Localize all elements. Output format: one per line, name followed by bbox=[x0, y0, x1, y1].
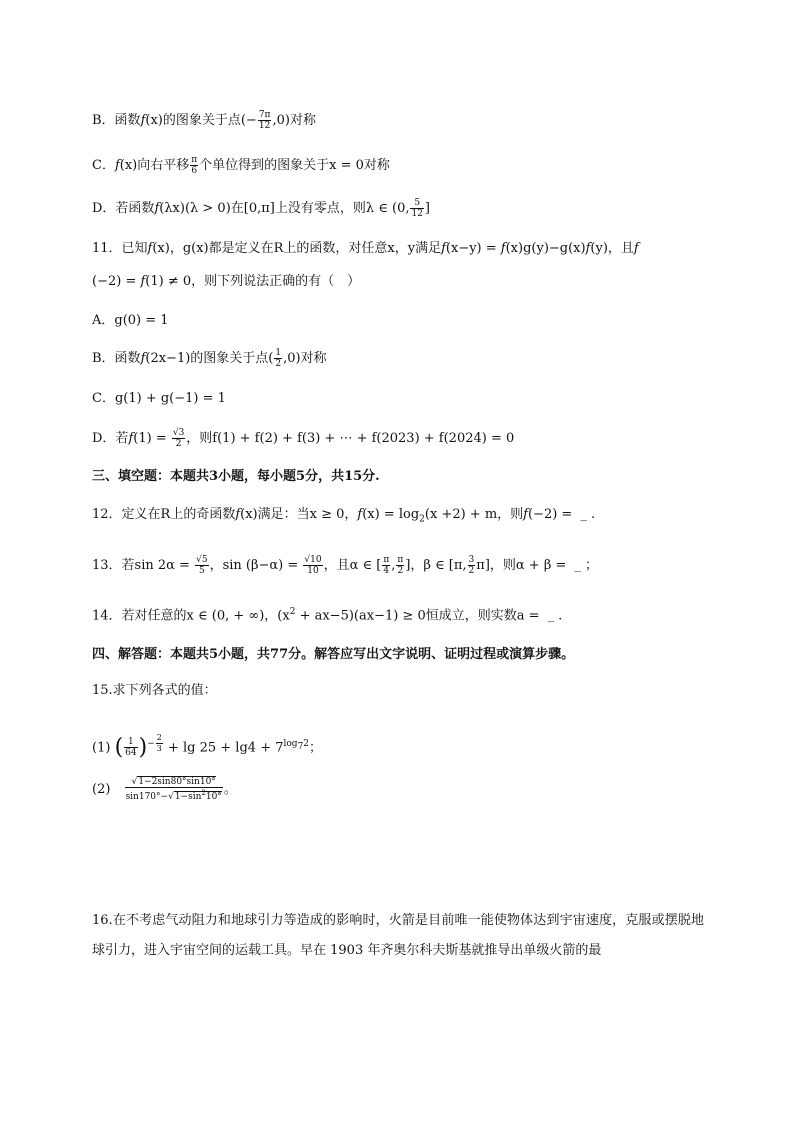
exponent: 2 bbox=[289, 607, 296, 617]
text: (y)，且 bbox=[590, 241, 634, 256]
text: 10° bbox=[205, 792, 222, 802]
text: , bbox=[391, 558, 396, 573]
text: C． bbox=[92, 158, 115, 173]
q11-option-d bbox=[92, 428, 514, 449]
paren: ) bbox=[138, 734, 148, 760]
numerator: 1 bbox=[124, 737, 137, 748]
answer-blank: _ bbox=[547, 608, 555, 624]
text: 。 bbox=[223, 782, 237, 797]
fraction bbox=[382, 555, 390, 576]
text: 14．若对任意的x ∈ (0, + ∞)，(x bbox=[92, 608, 290, 624]
text: f bbox=[114, 158, 120, 173]
text: . bbox=[558, 608, 563, 624]
denominator: 3 bbox=[156, 744, 162, 753]
paren: ( bbox=[114, 734, 124, 760]
q11-stem-line2 bbox=[92, 273, 360, 291]
text: f bbox=[357, 507, 363, 522]
text: (2x−1)的图象关于点( bbox=[145, 351, 274, 366]
text: π]，则α + β = bbox=[476, 558, 571, 573]
section-4-heading: 四、解答题：本题共5小题，共77分。解答应写出文字说明、证明过程或演算步骤。 bbox=[92, 647, 575, 662]
text: f bbox=[585, 241, 591, 256]
text: ，则f(1) + f(2) + f(3) + ⋯ + f(2023) + f(2024) = 0 bbox=[186, 431, 515, 446]
denominator: 64 bbox=[125, 748, 137, 759]
numerator: π bbox=[397, 555, 404, 565]
text: (− bbox=[240, 113, 257, 128]
text: log bbox=[283, 739, 298, 749]
numerator: 7π bbox=[258, 110, 271, 120]
numerator: π bbox=[383, 555, 390, 565]
fraction bbox=[190, 155, 198, 176]
text: + ax−5)(ax−1) ≥ 0恒成立，则实数a = bbox=[295, 608, 544, 624]
text: (−2) = bbox=[92, 274, 141, 289]
numerator: 3 bbox=[468, 555, 475, 565]
text: (x)向右平移 bbox=[119, 158, 190, 173]
text: − bbox=[147, 739, 155, 749]
fraction bbox=[396, 555, 404, 576]
fraction bbox=[124, 737, 137, 758]
numerator: √3 bbox=[172, 428, 185, 438]
numerator: √5 bbox=[196, 555, 208, 565]
text: (x)的图象关于点 bbox=[145, 113, 241, 128]
denominator: 2 bbox=[468, 566, 475, 576]
part-label: (2) bbox=[92, 782, 111, 797]
text: f bbox=[140, 113, 146, 128]
fraction bbox=[172, 428, 185, 449]
text: (−2) = bbox=[527, 507, 577, 522]
text: ,0) bbox=[272, 113, 290, 128]
fraction bbox=[468, 555, 476, 576]
numerator: 5 bbox=[410, 198, 423, 209]
text: ] bbox=[424, 201, 430, 216]
fraction bbox=[303, 555, 322, 576]
text: ]，β ∈ [π, bbox=[405, 558, 467, 573]
exponent: 2 bbox=[201, 789, 206, 797]
text: D．若 bbox=[92, 431, 129, 446]
text: f bbox=[128, 431, 134, 446]
text: 个单位得到的图象关于x = 0对称 bbox=[199, 158, 390, 173]
text: (x) = log bbox=[362, 507, 420, 522]
text: f bbox=[500, 241, 506, 256]
numerator: √10 bbox=[304, 555, 322, 565]
question-15-part-2 bbox=[92, 776, 237, 804]
q10-option-c bbox=[92, 155, 390, 176]
exponent bbox=[147, 733, 164, 753]
text: f bbox=[523, 507, 528, 522]
fraction bbox=[410, 198, 423, 219]
radicand: 1−2sin80°sin10° bbox=[138, 777, 216, 787]
text: (x +2) + m，则 bbox=[424, 507, 524, 522]
text: ,0)对称 bbox=[283, 351, 327, 366]
question-15-part-1 bbox=[92, 730, 322, 762]
text: f bbox=[140, 351, 146, 366]
answer-blank: _ bbox=[574, 558, 582, 573]
question-12 bbox=[92, 506, 595, 529]
denominator: 4 bbox=[383, 566, 390, 576]
denominator: 6 bbox=[191, 166, 198, 176]
text: B．函数 bbox=[92, 351, 141, 366]
exponent bbox=[283, 739, 310, 752]
q11-option-c: C．g(1) + g(−1) = 1 bbox=[92, 391, 226, 406]
text: f bbox=[235, 507, 241, 522]
text: f bbox=[140, 274, 146, 289]
section-3-heading: 三、填空题：本题共3小题，每小题5分，共15分. bbox=[92, 469, 380, 484]
fraction bbox=[195, 555, 208, 576]
fraction bbox=[274, 348, 282, 369]
denominator: 12 bbox=[411, 209, 423, 219]
text: f bbox=[441, 241, 446, 256]
text: B．函数 bbox=[92, 113, 141, 128]
text: (x)，g(x)都是定义在R上的函数，对任意x，y满足 bbox=[152, 241, 442, 256]
question-13 bbox=[92, 555, 598, 576]
text: 2 bbox=[303, 739, 310, 749]
numerator: 1 bbox=[275, 348, 282, 358]
text: (x)满足：当x ≥ 0， bbox=[240, 507, 358, 522]
q11-stem-line1 bbox=[92, 240, 639, 258]
text: 11．已知 bbox=[92, 241, 148, 256]
question-15-title: 15.求下列各式的值： bbox=[92, 683, 217, 698]
text: 12．定义在R上的奇函数 bbox=[92, 507, 236, 522]
question-14 bbox=[92, 603, 562, 625]
text: sin170°− bbox=[125, 792, 169, 802]
text: + lg 25 + lg4 + 7 bbox=[163, 740, 284, 756]
answer-blank: _ bbox=[580, 507, 587, 522]
text: . bbox=[590, 507, 596, 522]
denominator: 12 bbox=[258, 121, 271, 131]
part-label: (1) bbox=[92, 740, 111, 756]
text: f bbox=[154, 201, 160, 216]
text: D．若函数 bbox=[92, 201, 155, 216]
numerator: √1−2sin80°sin10° bbox=[125, 777, 223, 788]
log-base: 2 bbox=[419, 514, 425, 525]
fraction bbox=[125, 777, 223, 802]
fraction bbox=[156, 733, 163, 754]
text: f bbox=[633, 241, 639, 256]
text: 13．若sin 2α = bbox=[92, 558, 195, 573]
q10-option-b bbox=[92, 110, 316, 131]
text: ，sin (β−α) = bbox=[209, 558, 303, 573]
text: (x−y) = bbox=[445, 241, 501, 256]
denominator: $\sin 170^\circ-√1-\sin^210^\circ$ bbox=[125, 789, 222, 802]
fraction bbox=[258, 110, 272, 131]
numerator: π bbox=[191, 155, 198, 165]
text: (λx)(λ > 0)在[0,π]上没有零点，则λ ∈ (0, bbox=[159, 201, 410, 216]
denominator: 10 bbox=[307, 566, 319, 576]
text: ； bbox=[585, 558, 599, 573]
text: ，且α ∈ [ bbox=[323, 558, 382, 573]
radicand bbox=[174, 791, 222, 802]
denominator: 2 bbox=[397, 566, 404, 576]
numerator: 2 bbox=[156, 733, 162, 742]
text: 对称 bbox=[289, 113, 316, 128]
denominator: 2 bbox=[275, 359, 282, 369]
text: ； bbox=[309, 740, 323, 756]
question-16: 16.在不考虑气动阻力和地球引力等造成的影响时，火箭是目前唯一能使物体达到宇宙速度，克服或摆脱地球引力，进入宇宙空间的运载工具。早在 1903 年齐奥尔科夫斯基就推导出单级火箭的最 bbox=[92, 913, 704, 958]
log-base: 7 bbox=[297, 741, 304, 752]
text: f bbox=[147, 241, 153, 256]
q11-option-b bbox=[92, 348, 327, 369]
q10-option-d bbox=[92, 198, 430, 219]
text: (1) = bbox=[133, 431, 171, 446]
text: 1−sin bbox=[174, 792, 202, 802]
denominator: 5 bbox=[198, 566, 205, 576]
text: (1) ≠ 0，则下列说法正确的有（ ） bbox=[145, 274, 361, 289]
denominator: 2 bbox=[175, 439, 182, 449]
q11-option-a: A．g(0) = 1 bbox=[92, 313, 169, 328]
text: (x)g(y)−g(x) bbox=[505, 241, 586, 256]
